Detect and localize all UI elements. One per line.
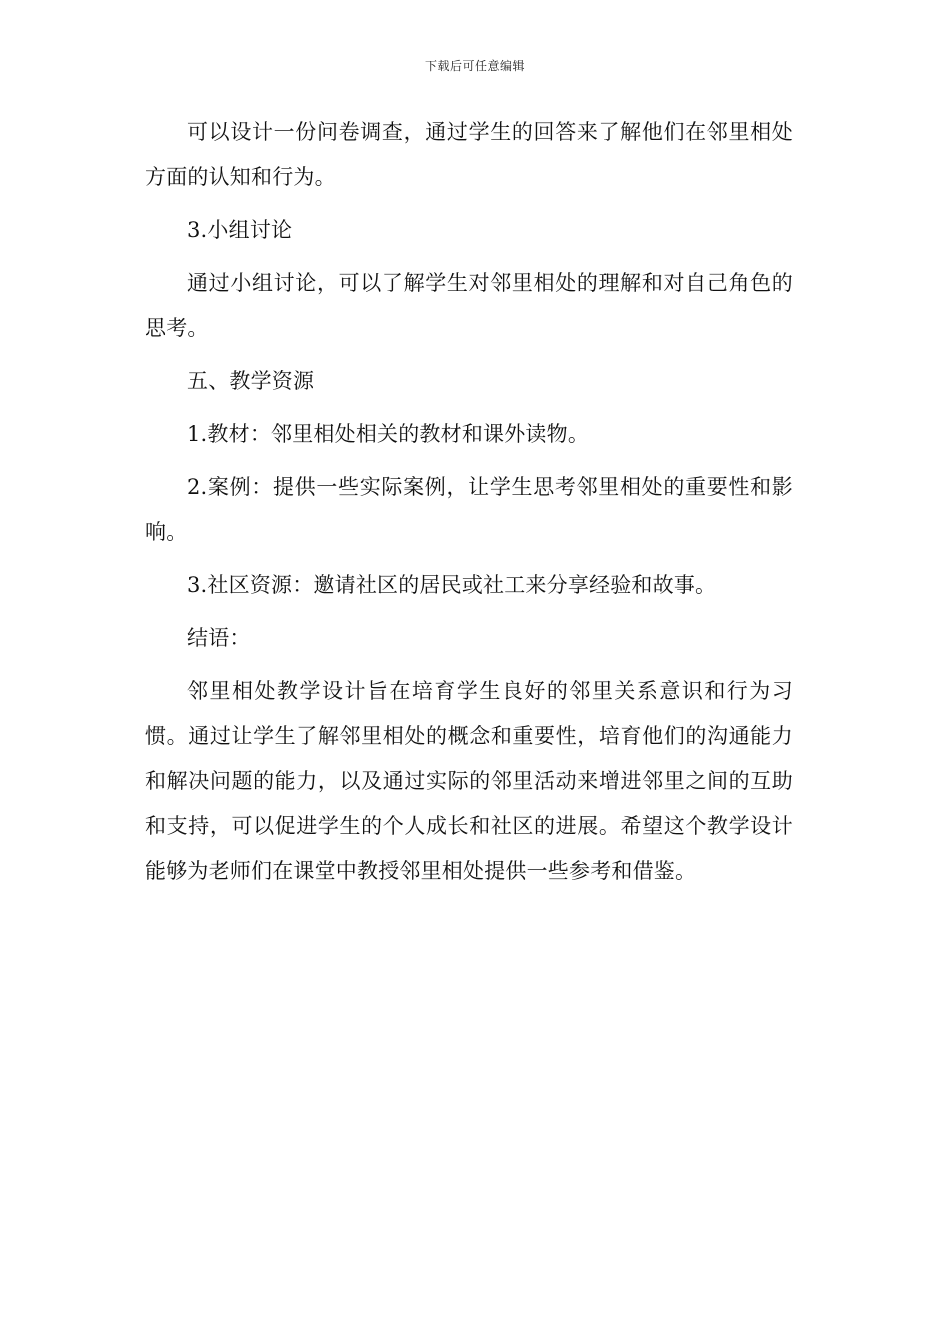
paragraph-group-discussion: 通过小组讨论，可以了解学生对邻里相处的理解和对自己角色的思考。	[145, 271, 793, 340]
conclusion-paragraph: 邻里相处教学设计旨在培育学生良好的邻里关系意识和行为习惯。通过让学生了解邻里相处的概念和重要性，培育他们的沟通能力和解决问题的能力，以及通过实际的邻里活动来增进邻里之间的互助和支持，可以促进学生的个人成长和社区的进展。希望这个教学设计能够为老师们在课堂中教授邻里相处提供一些参考和借鉴。	[145, 679, 793, 883]
section-heading-teaching-resources: 五、教学资源	[187, 369, 315, 393]
item-cases: 2.案例：提供一些实际案例，让学生思考邻里相处的重要性和影响。	[145, 475, 793, 544]
item-community-resources: 3.社区资源：邀请社区的居民或社工来分享经验和故事。	[187, 573, 717, 597]
conclusion-heading: 结语：	[187, 626, 251, 650]
document-body	[145, 110, 793, 894]
item-group-discussion-heading: 3.小组讨论	[187, 218, 293, 242]
item-textbook: 1.教材：邻里相处相关的教材和课外读物。	[187, 422, 590, 446]
header-note: 下载后可任意编辑	[424, 59, 525, 73]
paragraph-questionnaire: 可以设计一份问卷调查，通过学生的回答来了解他们在邻里相处方面的认知和行为。	[145, 120, 793, 189]
